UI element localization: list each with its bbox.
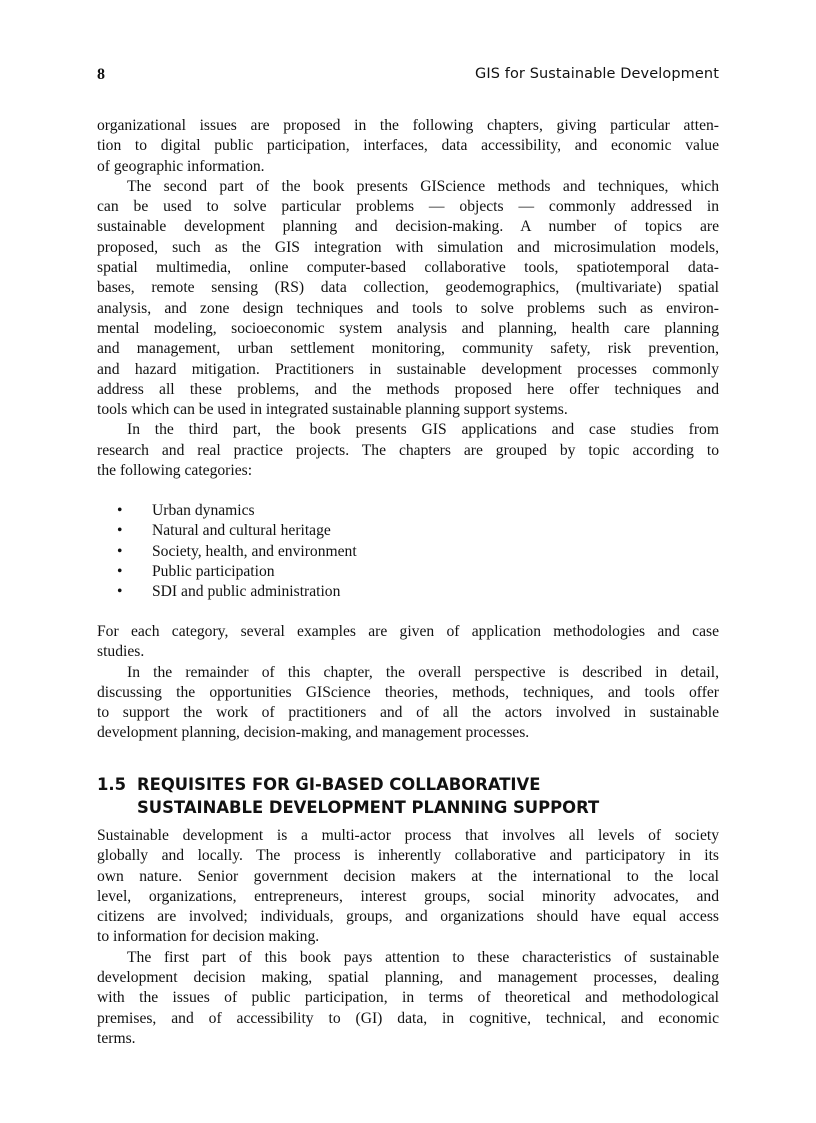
section-title-line-1: REQUISITES FOR GI-BASED COLLABORATIVE [137,775,541,794]
text-line: address all these problems, and the methods proposed here offer techniques and [97,380,719,398]
text-line: bases, remote sensing (RS) data collection, geodemographics, (multivariate) spatial [97,279,719,297]
list-item [117,562,357,582]
text-line: For each category, several examples are given of application methodologies and case [97,623,719,640]
text-line: analysis, and zone design techniques and tools to solve problems such as environ- [97,299,719,317]
list-item-text: Society, health, and environment [152,542,357,560]
text-line: to support the work of practitioners and of all the actors involved in sustainable [97,704,719,722]
text-line: In the third part, the book presents GIS applications and case studies from [127,421,719,439]
section-number: 1.5 [97,775,127,794]
list-item-text: Natural and cultural heritage [152,522,331,540]
text-line: with the issues of public participation, in terms of theoretical and methodological [97,989,719,1007]
text-line: tion to digital public participation, interfaces, data accessibility, and economic value [97,137,719,155]
body-text-middle [97,622,719,744]
text-line: terms. [97,1029,136,1047]
page-number: 8 [97,66,105,83]
text-line: of geographic information. [97,157,265,175]
text-line: The second part of the book presents GIScience methods and techniques, which [127,177,719,195]
list-item-text: Public participation [152,562,275,580]
text-line: proposed, such as the GIS integration with simulation and microsimulation models, [97,238,719,256]
text-line: discussing the opportunities GIScience theories, methods, techniques, and tools offer [97,683,719,701]
text-line: Sustainable development is a multi-actor process that involves all levels of society [97,827,719,844]
text-line: sustainable development planning and decision-making. A number of topics are [97,218,719,236]
text-line: development decision making, spatial planning, and management processes, dealing [97,969,719,987]
text-line: spatial multimedia, online computer-based collaborative tools, spatiotemporal data- [97,259,719,277]
list-item [117,521,357,541]
section-heading [97,773,599,819]
text-line: research and real practice projects. The chapters are grouped by topic according to [97,441,719,459]
text-line: globally and locally. The process is inherently collaborative and participatory in its [97,847,719,865]
text-line: can be used to solve particular problems — objects — commonly addressed in [97,198,719,216]
category-list [117,501,357,602]
list-item-text: SDI and public administration [152,583,341,601]
text-line: studies. [97,643,145,661]
text-line: level, organizations, entrepreneurs, interest groups, social minority advocates, and [97,887,719,905]
running-header [97,66,719,88]
list-item [117,501,357,521]
text-line: the following categories: [97,462,253,480]
text-line: tools which can be used in integrated sustainable planning support systems. [97,401,568,419]
body-text-bottom [97,826,719,1049]
text-line: The first part of this book pays attention to these characteristics of sustainable [127,948,719,966]
text-line: mental modeling, socioeconomic system analysis and planning, health care planning [97,319,719,337]
bullet-icon: • [117,542,123,560]
text-line: and hazard mitigation. Practitioners in sustainable development processes commonly [97,360,719,378]
text-line: premises, and of accessibility to (GI) data, in cognitive, technical, and economic [97,1009,719,1027]
bullet-icon: • [117,522,123,540]
text-line: to information for decision making. [97,928,320,946]
bullet-icon: • [117,583,123,601]
running-title: GIS for Sustainable Development [475,66,719,82]
text-line: development planning, decision-making, and management processes. [97,724,530,742]
bullet-icon: • [117,502,123,519]
text-line: own nature. Senior government decision makers at the international to the local [97,867,719,885]
text-line: and management, urban settlement monitoring, community safety, risk prevention, [97,340,719,358]
list-item [117,542,357,562]
section-title-line-2: SUSTAINABLE DEVELOPMENT PLANNING SUPPORT [137,798,600,817]
text-line: citizens are involved; individuals, groups, and organizations should have equal access [97,908,719,926]
bullet-icon: • [117,562,123,580]
text-line: In the remainder of this chapter, the overall perspective is described in detail, [127,663,719,681]
list-item-text: Urban dynamics [152,502,255,519]
list-item [117,582,357,602]
body-text-top [97,116,719,481]
text-line: organizational issues are proposed in the following chapters, giving particular atten- [97,117,719,134]
